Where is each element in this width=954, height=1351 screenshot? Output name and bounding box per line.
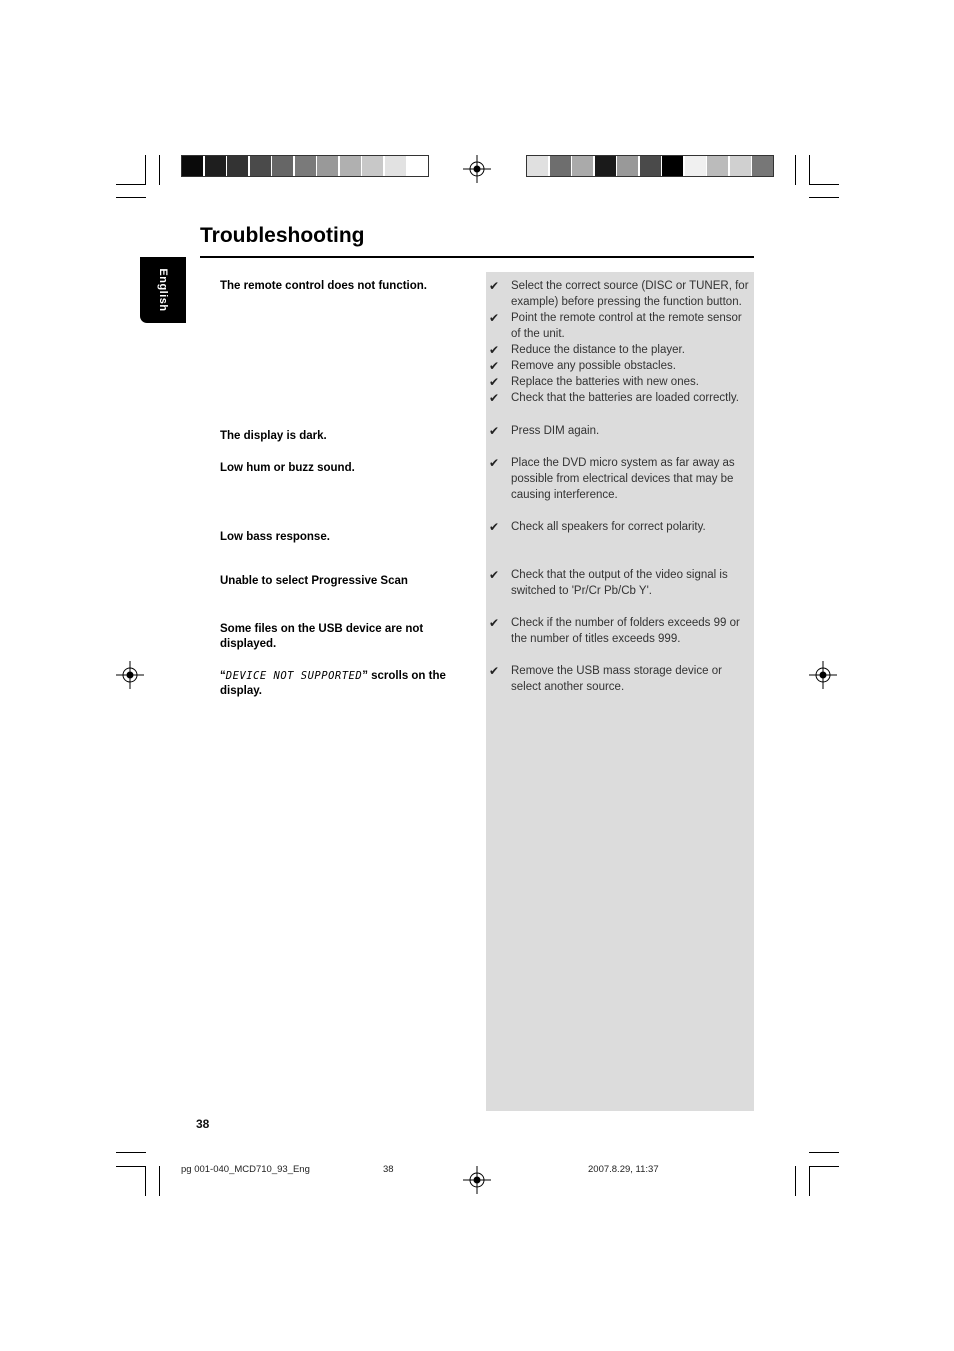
solution-group-usb-unsupported [489,663,751,695]
language-tab-label: English [157,268,169,312]
color-swatch [250,156,271,176]
solution-text: Check that the output of the video signal is switched to 'Pr/Cr Pb/Cb Y'. [511,569,728,597]
crop-mark [795,1166,796,1196]
solution-text: Remove any possible obstacles. [511,360,676,372]
registration-target-icon [463,1166,491,1194]
footer-date: 2007.8.29, 11:37 [588,1164,659,1175]
solution-text: Point the remote control at the remote sensor of the unit. [511,312,742,340]
check-icon: ✔ [489,520,500,534]
solution-text: Reduce the distance to the player. [511,344,685,356]
color-swatch [662,156,683,176]
solution-text: Check all speakers for correct polarity. [511,521,706,533]
check-icon: ✔ [489,456,500,470]
solution-item [489,567,751,599]
color-swatch [617,156,638,176]
solution-item [489,342,751,358]
crop-mark [809,1166,810,1196]
solution-group-display [489,423,751,439]
solution-item [489,358,751,374]
color-swatch [340,156,361,176]
check-icon: ✔ [489,391,500,405]
color-swatch [752,156,773,176]
solution-item [489,374,751,390]
color-swatch [317,156,338,176]
check-icon: ✔ [489,424,500,438]
lcd-message: DEVICE NOT SUPPORTED [225,670,363,682]
color-swatch [272,156,293,176]
check-icon: ✔ [489,375,500,389]
check-icon: ✔ [489,359,500,373]
crop-mark [159,155,160,185]
color-swatch [385,156,406,176]
color-bar-left [181,155,429,177]
registration-target-icon [463,155,491,183]
solution-item [489,519,751,535]
solution-item [489,423,751,439]
open-quote: “ [220,670,226,682]
problem-display-dark: The display is dark. [220,430,327,442]
problem-device-not-supported [220,669,468,699]
color-swatch [227,156,248,176]
registration-target-icon [809,661,837,689]
crop-mark [116,1166,146,1167]
crop-mark [116,1152,146,1153]
solution-group-progressive [489,567,751,599]
crop-mark [145,155,146,185]
color-swatch [685,156,706,176]
solution-item [489,390,751,406]
registration-target-icon [116,661,144,689]
solution-text: Replace the batteries with new ones. [511,376,699,388]
color-swatch [362,156,383,176]
solution-item [489,310,751,342]
problem-remote: The remote control does not function. [220,280,427,292]
crop-mark [809,184,839,185]
check-icon: ✔ [489,343,500,357]
color-swatch [295,156,316,176]
solution-group-hum [489,455,751,503]
crop-mark [809,197,839,198]
color-swatch [640,156,661,176]
solution-text: Remove the USB mass storage device or select another source. [511,665,722,693]
crop-mark [116,184,146,185]
color-swatch [707,156,728,176]
color-swatch [595,156,616,176]
crop-mark [795,155,796,185]
solution-group-usb-files [489,615,751,647]
page-title: Troubleshooting [200,224,365,247]
check-icon: ✔ [489,568,500,582]
check-icon: ✔ [489,279,500,293]
solution-item [489,615,751,647]
color-swatch [205,156,226,176]
color-swatch [407,156,428,176]
crop-mark [159,1166,160,1196]
crop-mark [809,155,810,185]
solution-text: Check if the number of folders exceeds 99 or the number of titles exceeds 999. [511,617,740,645]
solution-text: Place the DVD micro system as far away as possible from electrical devices that may be causing interference. [511,457,735,501]
crop-mark [116,197,146,198]
solution-group-remote [489,278,751,406]
page-number: 38 [196,1117,210,1131]
footer-file: pg 001-040_MCD710_93_Eng [181,1164,310,1175]
check-icon: ✔ [489,311,500,325]
color-swatch [182,156,203,176]
color-swatch [730,156,751,176]
solution-item [489,278,751,310]
problem-bass: Low bass response. [220,531,330,543]
color-bar-right [526,155,774,177]
crop-mark [145,1166,146,1196]
solution-text: Select the correct source (DISC or TUNER, for example) before pressing the function button. [511,280,749,308]
check-icon: ✔ [489,664,500,678]
solution-group-bass [489,519,751,535]
check-icon: ✔ [489,616,500,630]
problem-hum: Low hum or buzz sound. [220,462,355,474]
solution-item [489,663,751,695]
problem-progressive-scan: Unable to select Progressive Scan [220,575,408,587]
problem-rest: ” scrolls on the display. [220,670,446,697]
crop-mark [809,1166,839,1167]
solution-item [489,455,751,503]
solution-text: Check that the batteries are loaded correctly. [511,392,739,404]
crop-mark [809,1152,839,1153]
footer-page: 38 [383,1164,394,1175]
color-swatch [550,156,571,176]
language-tab [140,257,186,323]
solution-text: Press DIM again. [511,425,600,437]
color-swatch [527,156,548,176]
problem-usb-files: Some files on the USB device are not displayed. [220,623,424,650]
title-rule [200,256,754,258]
color-swatch [572,156,593,176]
